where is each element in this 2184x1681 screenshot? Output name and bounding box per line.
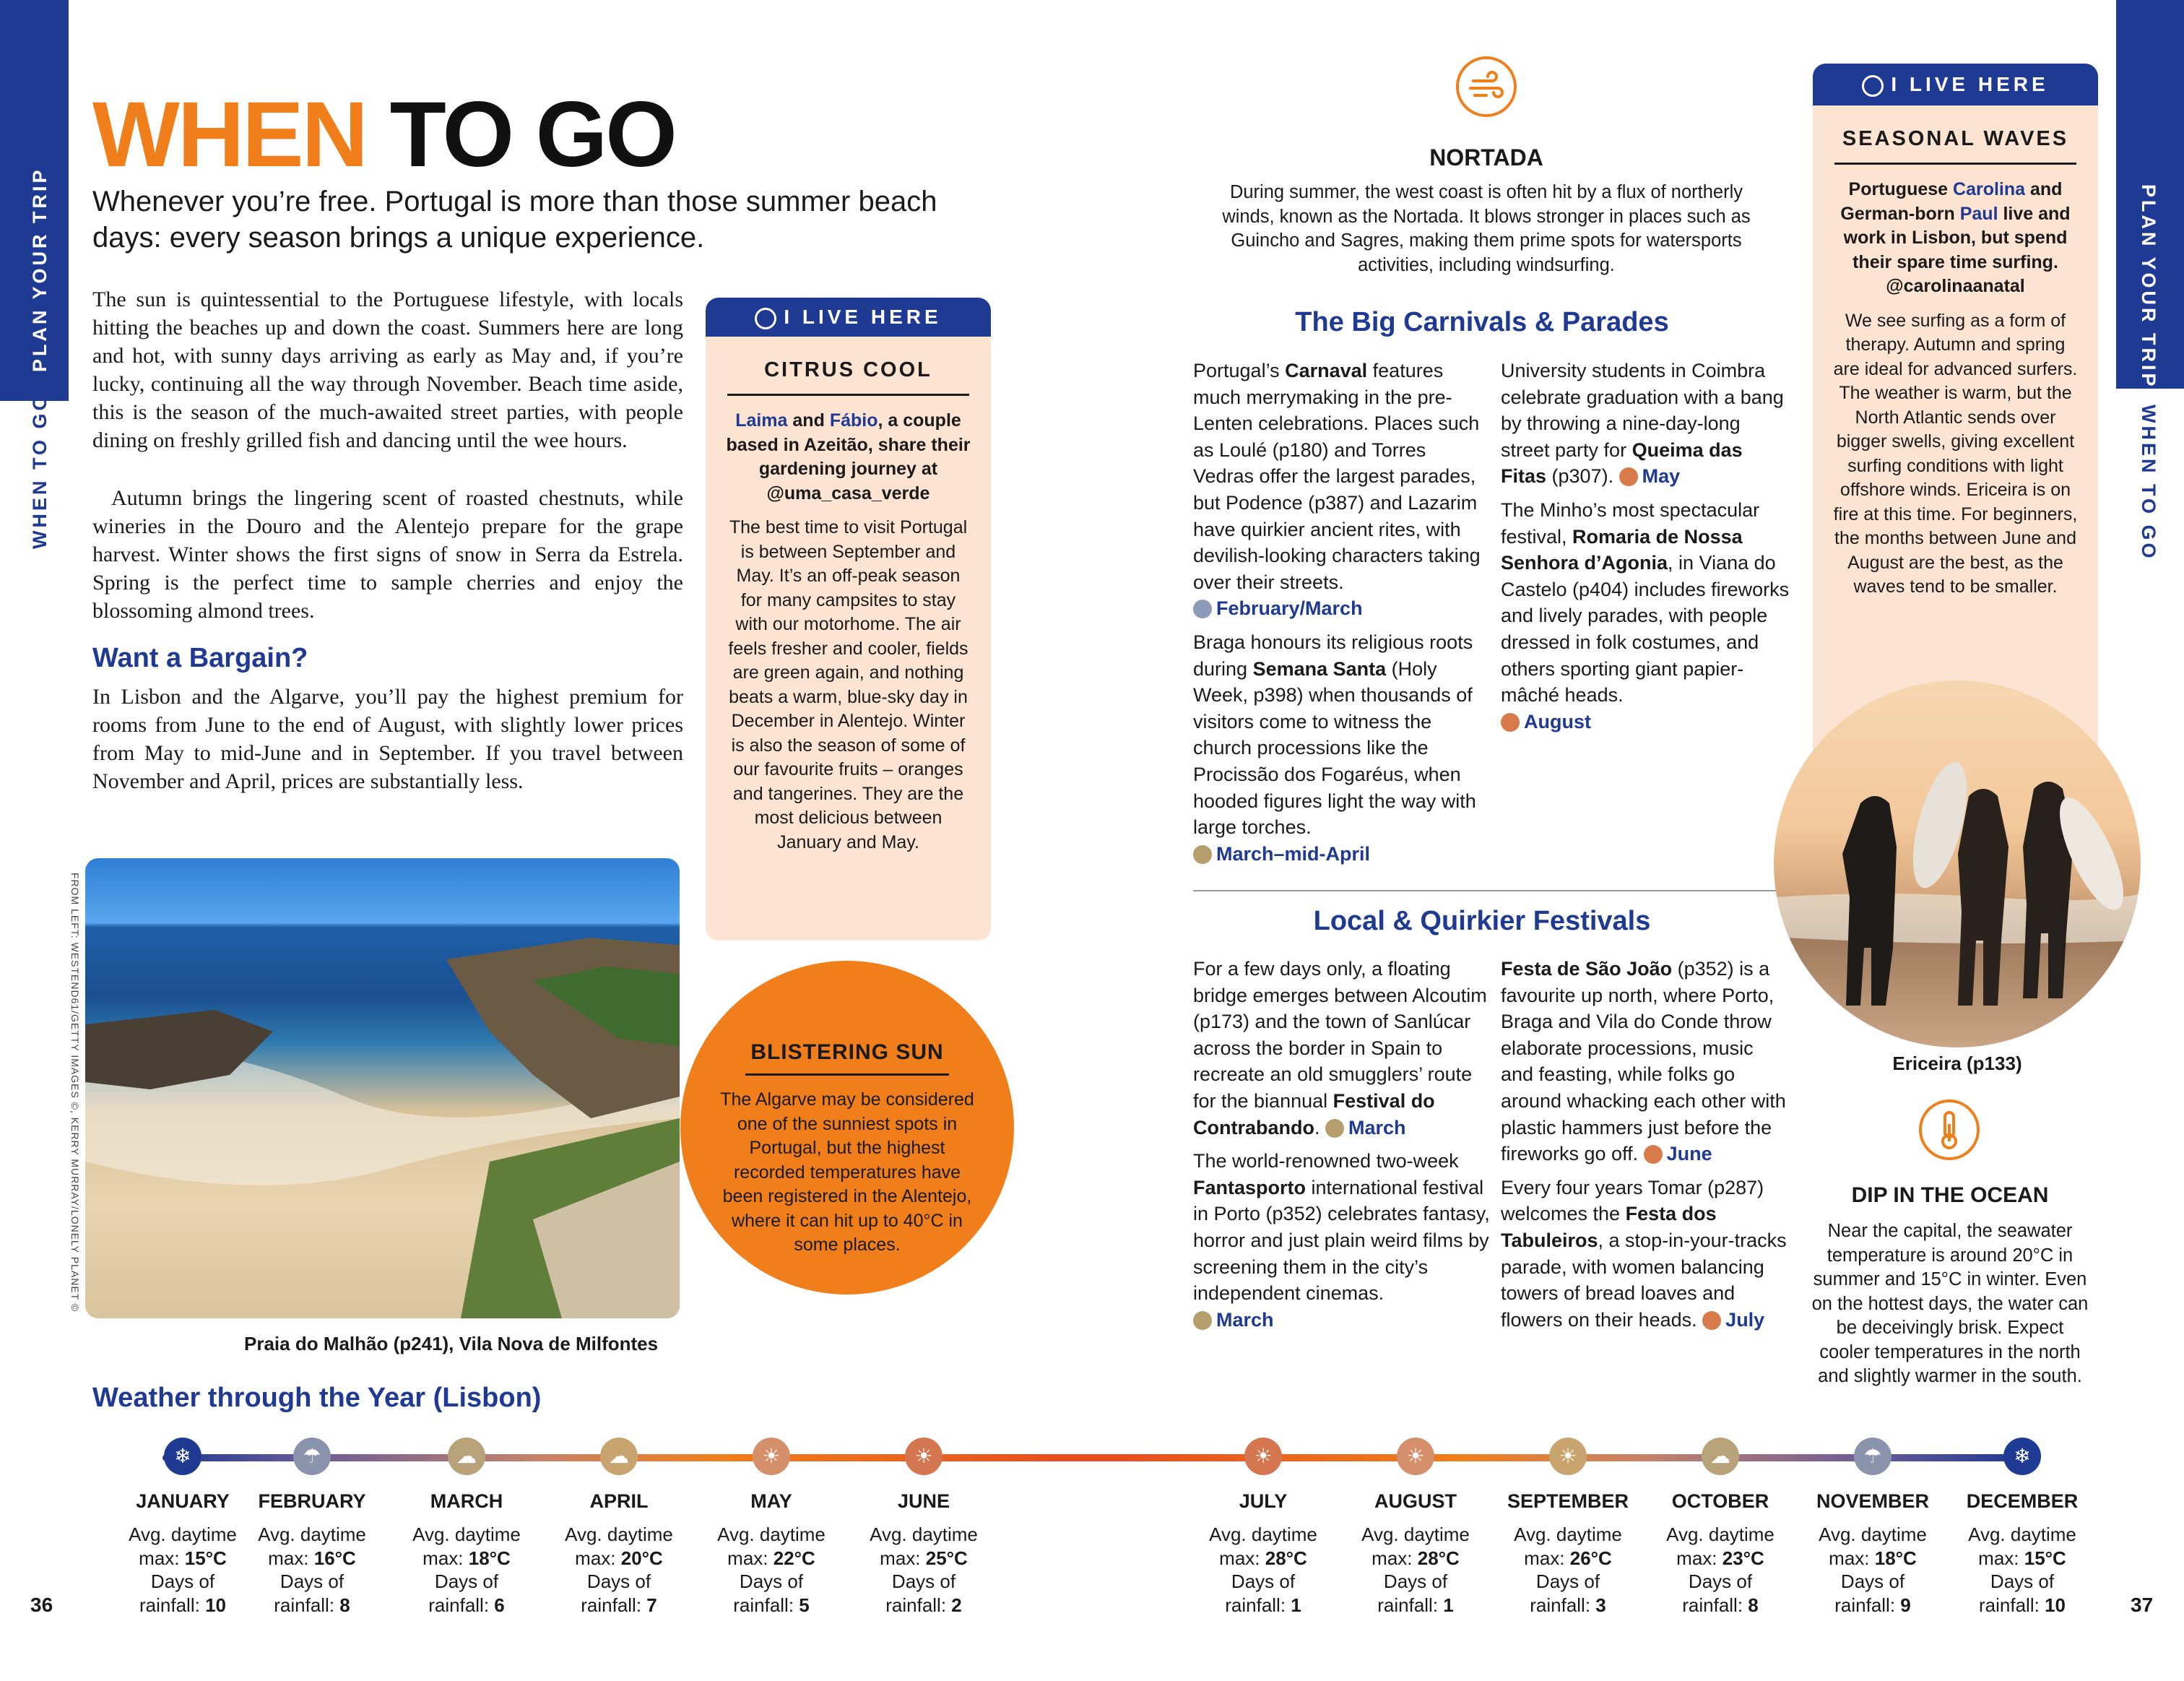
month-name: DECEMBER bbox=[1966, 1490, 2079, 1512]
festival-entry bbox=[1193, 956, 1491, 1141]
festival-text-3: Festa de São João (p352) is a favourite up north, where Porto, Braga and Vila do Conde throw elaborate processions, music and feasting, while folks go around whacking each other with plastic hammers just before the fireworks go off. bbox=[1501, 958, 1786, 1165]
waves-divider bbox=[1834, 163, 2076, 165]
carnival-text-3: University students in Coimbra celebrate graduation with a bang by throwing a nine-day-long street party for Queima das Fitas (p307). bbox=[1501, 360, 1784, 488]
main-paragraph-2: Autumn brings the lingering scent of roasted chestnuts, while wineries in the Douro and the Alentejo prepare for the grape harvest. Winter shows the first signs of snow in Serra da Estrela. Spring is the perfect time to sample cherries and enjoy the blossoming almond trees. bbox=[92, 486, 683, 623]
title-to-go: TO GO bbox=[389, 83, 675, 186]
sun-icon: ☀ bbox=[905, 1438, 942, 1475]
citrus-cool-box bbox=[706, 298, 991, 941]
month-name: NOVEMBER bbox=[1816, 1490, 1929, 1512]
bargain-heading: Want a Bargain? bbox=[92, 643, 308, 673]
sun-icon: ☀ bbox=[1549, 1438, 1587, 1475]
month-weather-data: Avg. daytime max: 15°C Days of rainfall: 10 bbox=[1968, 1524, 2076, 1616]
seasonal-waves-box bbox=[1813, 64, 2098, 786]
rain-cloud-icon: ☂ bbox=[1854, 1438, 1892, 1475]
carnival-entry bbox=[1501, 358, 1790, 490]
left-tab-topic: WHEN TO GO bbox=[29, 392, 51, 549]
beach-photo bbox=[85, 858, 680, 1318]
festival-month-1: March bbox=[1348, 1116, 1406, 1138]
festivals-heading: Local & Quirkier Festivals bbox=[1313, 906, 1651, 936]
sun-icon bbox=[1501, 713, 1520, 732]
month-name: FEBRUARY bbox=[258, 1490, 366, 1512]
thermometer-icon bbox=[1919, 1099, 1980, 1160]
month-name: MARCH bbox=[430, 1490, 503, 1512]
carnival-text-2: Braga honours its religious roots during Semana Santa (Holy Week, p398) when thousands of visitors come to witness the church processions like the Procissão dos Fogaréus, when hooded figures light the way with large torches. bbox=[1193, 631, 1476, 839]
partly-cloudy-icon bbox=[1193, 845, 1212, 864]
snowflake-icon: ❄ bbox=[2003, 1438, 2041, 1475]
month-weather-data: Avg. daytime max: 25°C Days of rainfall: 2 bbox=[870, 1524, 978, 1616]
carnival-entry bbox=[1501, 497, 1790, 735]
month-name: SEPTEMBER bbox=[1507, 1490, 1629, 1512]
page-number-right: 37 bbox=[2131, 1594, 2154, 1616]
month-weather-data: Avg. daytime max: 28°C Days of rainfall: 1 bbox=[1209, 1524, 1317, 1616]
citrus-header-label: I LIVE HERE bbox=[784, 306, 942, 328]
month-name: AUGUST bbox=[1374, 1490, 1457, 1512]
month-name: OCTOBER bbox=[1671, 1490, 1769, 1512]
main-paragraph-1: The sun is quintessential to the Portuguese lifestyle, with locals hitting the beaches up and down the coast. Summers here are long and hot, with sunny days arriving as early as May and, if you’re lucky, continuing all the way through November. Beach time aside, this is the season of the much-awaited street parties, with people dining on freshly grilled fish and dancing until the wee hours. bbox=[92, 288, 683, 452]
wind-icon-art bbox=[1459, 59, 1514, 114]
waves-name-1: Carolina bbox=[1953, 179, 2026, 199]
carnivals-col-2 bbox=[1501, 358, 1790, 742]
month-name: MAY bbox=[750, 1490, 792, 1512]
festival-text-4: Every four years Tomar (p287) welcomes the Festa dos Tabuleiros, a stop-in-your-tracks parade, with women balancing towers of bread loaves and flowers on their heads. bbox=[1501, 1176, 1787, 1331]
right-tab-topic: WHEN TO GO bbox=[2138, 405, 2159, 561]
surf-caption: Ericeira (p133) bbox=[1892, 1053, 2022, 1074]
waves-bio-post: live and work in Lisbon, but spend their spare time surfing. @carolinaanatal bbox=[1843, 203, 2071, 296]
festival-entry bbox=[1193, 1148, 1491, 1333]
festival-entry bbox=[1501, 1175, 1790, 1334]
carnival-month-1: February/March bbox=[1216, 597, 1363, 620]
festival-entry bbox=[1501, 956, 1790, 1167]
wind-icon bbox=[1456, 56, 1517, 117]
citrus-title: CITRUS COOL bbox=[764, 358, 932, 381]
bargain-text: In Lisbon and the Algarve, you’ll pay the highest premium for rooms from June to the end of August, with slightly lower prices from May to mid-June and in September. If you travel between November and April, prices are substantially less. bbox=[92, 685, 683, 793]
intro-text: Whenever you’re free. Portugal is more than those summer beach days: every season brings a unique experience. bbox=[92, 186, 937, 254]
thermometer-icon-art bbox=[1922, 1102, 1977, 1157]
month-weather-data: Avg. daytime max: 28°C Days of rainfall: 1 bbox=[1361, 1524, 1470, 1616]
carnival-text-1: Portugal’s Carnaval features much merrymaking in the pre-Lenten celebrations. Places such as Loulé (p180) and Torres Vedras offer the largest parades, but Podence (p387) and Lazarim have quirkier ancient rites, with devilish-looking characters taking over their streets. bbox=[1193, 360, 1481, 593]
dip-text: Near the capital, the seawater temperature is around 20°C in summer and 15°C in winter. Even on the hottest days, the water can be deceivingly brisk. Expect cooler temperatures in the north and slightly warmer in the south. bbox=[1811, 1221, 2089, 1386]
blistering-title: BLISTERING SUN bbox=[750, 1040, 944, 1064]
weather-heading: Weather through the Year (Lisbon) bbox=[92, 1383, 542, 1413]
waves-title: SEASONAL WAVES bbox=[1842, 127, 2069, 150]
waves-bio-pre: Portuguese bbox=[1848, 179, 1954, 199]
citrus-divider bbox=[727, 394, 969, 396]
waves-bio bbox=[1813, 178, 2098, 299]
carnival-entry bbox=[1193, 358, 1491, 622]
sun-icon bbox=[1702, 1311, 1721, 1330]
carnival-text-4: The Minho’s most spectacular festival, Romaria de Nossa Senhora d’Agonia, in Viana do Castelo (p404) includes fireworks and lively parades, with people dressed in folk costumes, and others sporting giant papier-mâché heads. bbox=[1501, 498, 1790, 706]
timeline-bar bbox=[162, 1454, 2019, 1461]
sun-icon: ☀ bbox=[753, 1438, 790, 1475]
festival-month-2: March bbox=[1216, 1308, 1274, 1331]
waves-header-label: I LIVE HERE bbox=[1891, 73, 2049, 95]
sun-icon: ☀ bbox=[1397, 1438, 1434, 1475]
cloud-sun-icon bbox=[1193, 600, 1212, 618]
month-name: JANUARY bbox=[136, 1490, 230, 1512]
waves-text: We see surfing as a form of therapy. Autumn and spring are ideal for advanced surfers. The weather is warm, but the North Atlantic sends over bigger swells, giving excellent surfing conditions with light offshore winds. Ericeira is on fire at this time. For beginners, the months between June and August are the best, as the waves tend to be smaller. bbox=[1833, 310, 2078, 597]
citrus-text: The best time to visit Portugal is between September and May. It’s an off-peak season for many campsites to stay with our motorhome. The air feels fresher and cooler, fields are green again, and nothing beats a warm, blue-sky day in December in Alentejo. Winter is also the season of some of our favourite fruits – oranges and tangerines. They are the most delicious between January and May. bbox=[728, 517, 968, 852]
badge-icon bbox=[755, 308, 776, 329]
nortada-text: During summer, the west coast is often hit by a flux of northerly winds, known as the Nortada. It blows stronger in places such as Guincho and Sagres, making them prime spots for watersports activities, including windsurfing. bbox=[1222, 182, 1751, 275]
rain-cloud-icon: ☂ bbox=[293, 1438, 331, 1475]
month-weather-data: Avg. daytime max: 20°C Days of rainfall: 7 bbox=[565, 1524, 673, 1616]
festival-month-3: June bbox=[1666, 1143, 1712, 1165]
month-name: APRIL bbox=[589, 1490, 649, 1512]
citrus-and: and bbox=[792, 410, 825, 431]
partly-cloudy-icon: ☁ bbox=[1702, 1438, 1739, 1475]
sun-icon bbox=[1644, 1145, 1663, 1164]
month-weather-data: Avg. daytime max: 18°C Days of rainfall: 9 bbox=[1819, 1524, 1927, 1616]
festival-month-4: July bbox=[1725, 1308, 1765, 1331]
citrus-name-1: Laima bbox=[735, 410, 788, 431]
section-divider bbox=[1193, 890, 1778, 891]
waves-box-header bbox=[1813, 64, 2098, 105]
snowflake-icon: ❄ bbox=[164, 1438, 202, 1475]
festivals-col-2 bbox=[1501, 956, 1790, 1340]
right-tab-section: PLAN YOUR TRIP bbox=[2138, 184, 2159, 389]
blistering-divider bbox=[745, 1073, 949, 1076]
festival-text-2: The world-renowned two-week Fantasporto international festival in Porto (p352) celebrates fantasy, horror and just plain weird films by screening them in the city’s independent cinemas. bbox=[1193, 1150, 1490, 1305]
festivals-col-1 bbox=[1193, 956, 1491, 1340]
partly-cloudy-icon bbox=[1193, 1311, 1212, 1330]
citrus-bio-text: , a couple based in Azeitão, share their gardening journey at @uma_casa_verde bbox=[726, 410, 971, 504]
month-weather-data: Avg. daytime max: 22°C Days of rainfall: 5 bbox=[717, 1524, 826, 1616]
month-weather-data: Avg. daytime max: 23°C Days of rainfall: 8 bbox=[1666, 1524, 1774, 1616]
citrus-box-header bbox=[706, 298, 991, 337]
carnivals-heading: The Big Carnivals & Parades bbox=[1295, 307, 1669, 337]
carnival-month-4: August bbox=[1524, 710, 1591, 733]
title-when: WHEN bbox=[92, 83, 367, 186]
page-number-left: 36 bbox=[30, 1594, 53, 1616]
month-name: JUNE bbox=[897, 1490, 950, 1512]
month-weather-data: Avg. daytime max: 16°C Days of rainfall: 8 bbox=[258, 1524, 366, 1616]
month-weather-data: Avg. daytime max: 18°C Days of rainfall: 6 bbox=[412, 1524, 521, 1616]
beach-photo-art bbox=[85, 858, 680, 1318]
partly-cloudy-icon: ☁ bbox=[448, 1438, 485, 1475]
left-tab-section: PLAN YOUR TRIP bbox=[29, 167, 51, 372]
nortada-title: NORTADA bbox=[1429, 144, 1543, 170]
sun-icon: ☀ bbox=[1244, 1438, 1282, 1475]
carnivals-col-1 bbox=[1193, 358, 1491, 874]
blistering-text: The Algarve may be considered one of the sunniest spots in Portugal, but the highest recorded temperatures have been registered in the Alentejo, where it can hit up to 40°C in some places. bbox=[720, 1089, 974, 1255]
dip-title: DIP IN THE OCEAN bbox=[1851, 1183, 2049, 1207]
festival-text-1: For a few days only, a floating bridge emerges between Alcoutim (p173) and the town of Sanlúcar across the border in Spain to recreate an old smugglers’ route for the biannual Festival do Contrabando. bbox=[1193, 958, 1487, 1138]
waves-bio-mid: and German-born bbox=[1840, 179, 2063, 224]
badge-icon bbox=[1862, 75, 1884, 97]
carnival-month-2: March–mid-April bbox=[1216, 842, 1371, 865]
month-name: JULY bbox=[1239, 1490, 1288, 1512]
surf-photo bbox=[1774, 680, 2141, 1047]
photo-credit: FROM LEFT: WESTEND61/GETTY IMAGES ©, KERRY MURRAY/LONELY PLANET © bbox=[69, 873, 81, 1313]
month-weather-data: Avg. daytime max: 15°C Days of rainfall: 10 bbox=[129, 1524, 237, 1616]
partly-cloudy-icon bbox=[1325, 1119, 1344, 1138]
surf-photo-art bbox=[1774, 680, 2141, 1047]
waves-name-2: Paul bbox=[1959, 203, 1998, 224]
citrus-bio bbox=[706, 409, 991, 506]
blistering-sun-circle bbox=[680, 961, 1014, 1295]
partly-cloudy-icon: ☁ bbox=[600, 1438, 638, 1475]
page-title bbox=[92, 83, 675, 186]
carnival-month-3: May bbox=[1642, 465, 1681, 488]
sun-icon bbox=[1619, 467, 1638, 486]
carnival-entry bbox=[1193, 629, 1491, 867]
citrus-name-2: Fábio bbox=[829, 410, 878, 431]
month-weather-data: Avg. daytime max: 26°C Days of rainfall: 3 bbox=[1514, 1524, 1622, 1616]
beach-caption: Praia do Malhão (p241), Vila Nova de Milfontes bbox=[244, 1333, 659, 1354]
